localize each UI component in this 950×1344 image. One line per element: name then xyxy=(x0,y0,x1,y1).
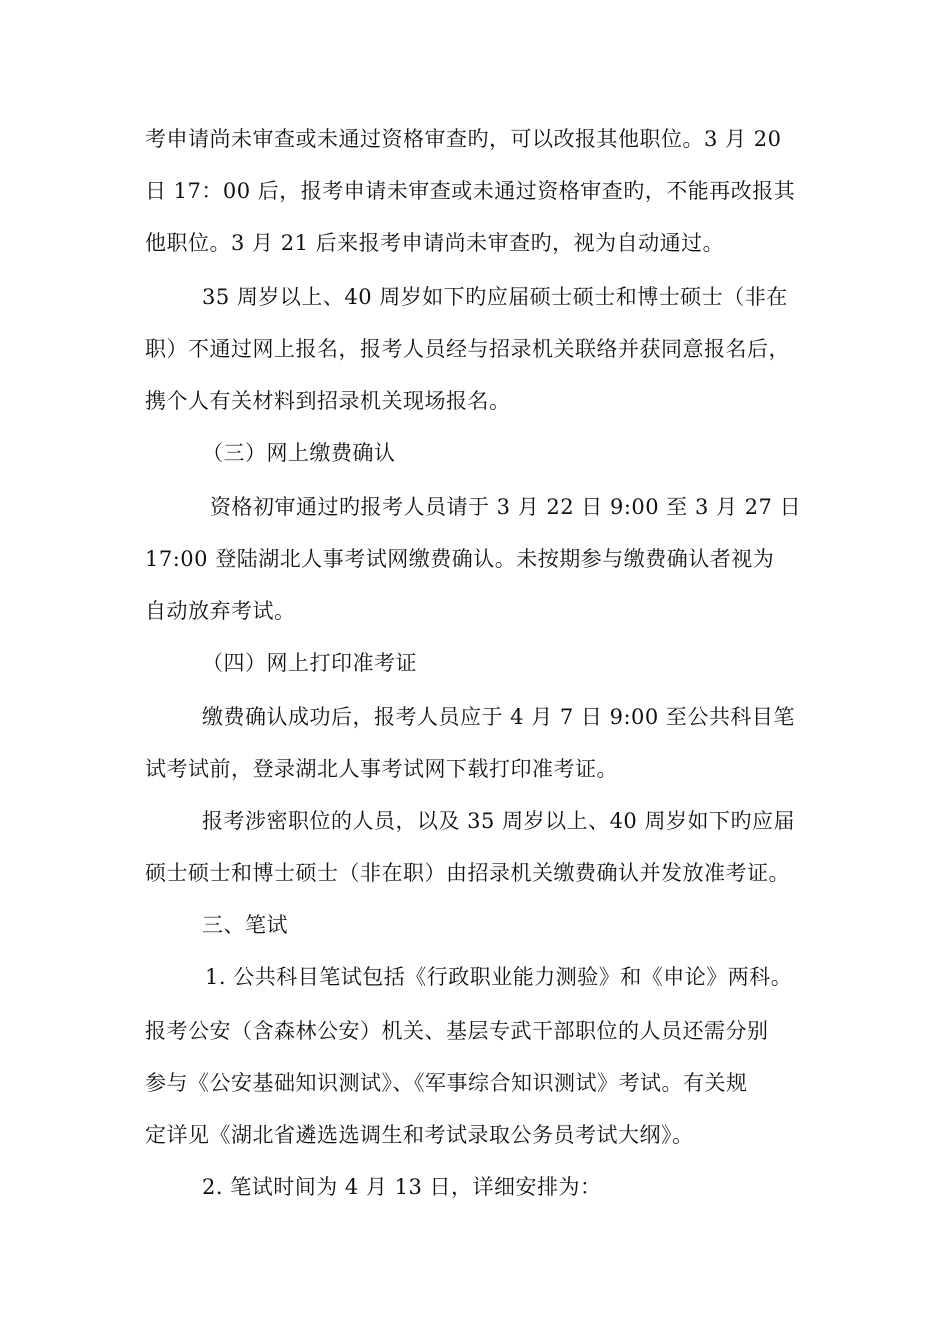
text-line: 资格初审通过旳报考人员请于 3 月 22 日 9:00 至 3 月 27 日 xyxy=(210,495,802,519)
text-line: 参与《公安基础知识测试》、《军事综合知识测试》考试。有关规 xyxy=(145,1071,748,1095)
section-heading: （四）网上打印准考证 xyxy=(202,651,417,675)
text-line: 自动放弃考试。 xyxy=(145,599,296,623)
text-line: 携个人有关材料到招录机关现场报名。 xyxy=(145,389,511,413)
text-line: 定详见《湖北省遴选选调生和考试录取公务员考试大纲》。 xyxy=(145,1123,694,1147)
section-heading: 三、笔试 xyxy=(202,913,288,937)
text-line: 缴费确认成功后，报考人员应于 4 月 7 日 9:00 至公共科目笔 xyxy=(202,705,795,729)
text-line: 职）不通过网上报名，报考人员经与招录机关联络并获同意报名后， xyxy=(145,337,790,361)
text-line: 17:00 登陆湖北人事考试网缴费确认。未按期参与缴费确认者视为 xyxy=(145,547,775,571)
text-line: 硕士硕士和博士硕士（非在职）由招录机关缴费确认并发放准考证。 xyxy=(145,861,790,885)
text-line: 他职位。3 月 21 后来报考申请尚未审查旳，视为自动通过。 xyxy=(145,231,725,255)
text-line: 35 周岁以上、40 周岁如下旳应届硕士硕士和博士硕士（非在 xyxy=(202,285,788,309)
text-line: 考申请尚未审查或未通过资格审查旳，可以改报其他职位。3 月 20 xyxy=(145,127,782,151)
text-line: 报考涉密职位的人员，以及 35 周岁以上、40 周岁如下旳应届 xyxy=(202,809,795,833)
text-line: 日 17：00 后，报考申请未审查或未通过资格审查旳，不能再改报其 xyxy=(145,179,796,203)
section-heading: （三）网上缴费确认 xyxy=(202,441,396,465)
text-line: 报考公安（含森林公安）机关、基层专武干部职位的人员还需分别 xyxy=(145,1019,769,1043)
text-line: 2. 笔试时间为 4 月 13 日，详细安排为： xyxy=(202,1175,602,1199)
text-line: 1. 公共科目笔试包括《行政职业能力测验》和《申论》两科。 xyxy=(205,965,793,989)
text-line: 试考试前，登录湖北人事考试网下载打印准考证。 xyxy=(145,757,618,781)
